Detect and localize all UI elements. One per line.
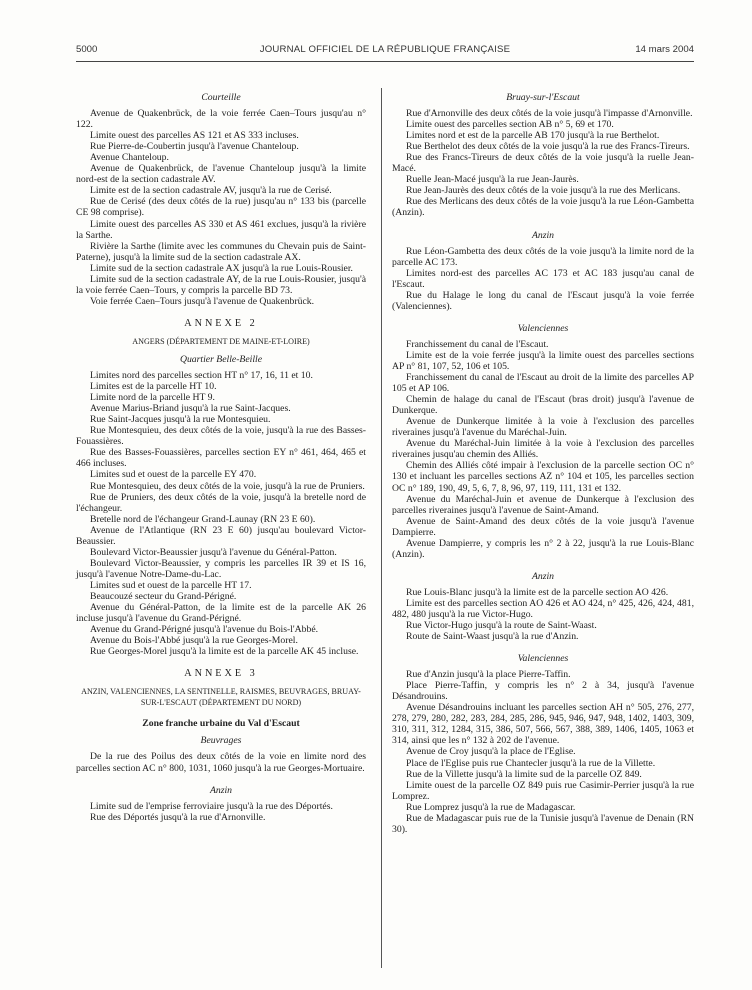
paragraph: Avenue Chanteloup. <box>90 152 169 164</box>
page-header <box>76 44 694 58</box>
paragraph: Route de Saint-Waast jusqu'à la rue d'Anzin. <box>406 631 579 643</box>
journal-title: JOURNAL OFFICIEL DE LA RÉPUBLIQUE FRANÇAISE <box>259 44 511 55</box>
paragraph: Rue Montesquieu, des deux côtés de la voie, jusqu'à la rue des Basses-Fouassières. <box>76 425 366 448</box>
paragraph: Rue Saint-Jacques jusqu'à la rue Montesquieu. <box>90 414 271 426</box>
paragraph: Rue Georges-Morel jusqu'à la limite est de la parcelle AK 45 incluse. <box>90 646 359 658</box>
issue-date: 14 mars 2004 <box>635 44 694 55</box>
paragraph: Chemin des Alliés côté impair à l'exclusion de la parcelle section OC n° 130 et incluant les parcelles sections AZ n° 104 et 105, les parcelles section OC n° 189, 190, 49, 5, 6, 7, 8, 96, 97, 119, 111, 131 et 132. <box>392 460 694 494</box>
annexe-2-heading: ANNEXE 2 <box>184 317 258 329</box>
section-heading-anzin: Anzin <box>209 784 233 796</box>
paragraph: Avenue du Bois-l'Abbé jusqu'à la rue Georges-Morel. <box>90 635 298 647</box>
paragraph: Limite ouest de la parcelle OZ 849 puis rue Casimir-Perrier jusqu'à la rue Lomprez. <box>392 779 694 802</box>
paragraph: Avenue de l'Atlantique (RN 23 E 60) jusqu'au boulevard Victor-Beaussier. <box>76 524 366 547</box>
paragraph: Avenue du Maréchal-Juin limitée à la voie à l'exclusion des parcelles riveraines jusqu'au chemin des Alliés. <box>392 438 694 461</box>
belle-beille-paragraphs <box>76 370 366 657</box>
paragraph: Limites nord des parcelles section HT n° 17, 16, 11 et 10. <box>90 370 313 382</box>
valenciennes-2-paragraphs <box>392 669 694 835</box>
paragraph: Boulevard Victor-Beaussier jusqu'à l'avenue du Général-Patton. <box>90 546 337 558</box>
zone-title: Zone franche urbaine du Val d'Escaut <box>142 718 300 730</box>
paragraph: Avenue du Général-Patton, de la limite est de la parcelle AK 26 incluse jusqu'à l'avenue du Grand-Périgné. <box>76 602 366 625</box>
paragraph: Avenue de Quakenbrück, de l'avenue Chanteloup jusqu'à la limite nord-est de la section cadastrale AV. <box>76 163 366 186</box>
anzin-1-paragraphs <box>392 246 694 312</box>
paragraph: Rue des Merlicans des deux côtés de la voie jusqu'à la rue Léon-Gambetta (Anzin). <box>392 196 694 219</box>
paragraph: Boulevard Victor-Beaussier, y compris les parcelles IR 39 et IS 16, jusqu'à l'avenue Notre-Dame-du-Lac. <box>76 557 366 580</box>
paragraph: Avenue de Quakenbrück, de la voie ferrée Caen–Tours jusqu'au n° 122. <box>76 108 366 131</box>
section-heading-anzin-2: Anzin <box>531 570 555 582</box>
paragraph: Limite sud de la section cadastrale AX jusqu'à la rue Louis-Rousier. <box>90 262 353 274</box>
paragraph: Rue du Halage le long du canal de l'Escaut jusqu'à la voie ferrée (Valenciennes). <box>392 289 694 312</box>
paragraph: Avenue du Maréchal-Juin et avenue de Dunkerque à l'exclusion des parcelles riveraines jusqu'à l'avenue de Saint-Amand. <box>392 493 694 516</box>
paragraph: Avenue Marius-Briand jusqu'à la rue Saint-Jacques. <box>90 403 291 415</box>
paragraph: Limites sud et ouest de la parcelle EY 470. <box>90 469 257 481</box>
section-heading-beuvrages: Beuvrages <box>200 735 242 747</box>
paragraph: Place Pierre-Taffin, y compris les n° 2 à 34, jusqu'à l'avenue Désandrouins. <box>392 680 694 703</box>
courteille-paragraphs <box>76 108 366 307</box>
paragraph: Rue Jean-Jaurès des deux côtés de la voie jusqu'à la rue des Merlicans. <box>406 185 681 197</box>
beuvrages-paragraphs <box>76 751 366 773</box>
paragraph: Rivière la Sarthe (limite avec les communes du Chevain puis de Saint-Paterne), jusqu'à la limite sud de la section cadastrale AX. <box>76 240 366 263</box>
paragraph: Avenue du Grand-Périgné jusqu'à l'avenue du Bois-l'Abbé. <box>90 624 319 636</box>
paragraph: Rue Lomprez jusqu'à la rue de Madagascar. <box>406 801 576 813</box>
section-heading-valenciennes-1: Valenciennes <box>517 322 569 334</box>
paragraph: Place de l'Eglise puis rue Chantecler jusqu'à la rue de la Villette. <box>406 757 656 769</box>
paragraph: Limites nord-est des parcelles AC 173 et AC 183 jusqu'au canal de l'Escaut. <box>392 267 694 290</box>
paragraph: Ruelle Jean-Macé jusqu'à la rue Jean-Jaurès. <box>406 174 579 186</box>
paragraph: Avenue de Croy jusqu'à la place de l'Eglise. <box>406 746 576 758</box>
paragraph: Limite ouest des parcelles AS 121 et AS 333 incluses. <box>90 130 299 142</box>
paragraph: Avenue Désandrouins incluant les parcelles section AH n° 505, 276, 277, 278, 279, 280, 282, 283, 284, 285, 286, 945, 946, 947, 948, 1402, 1403, 309, 310, 311, 312, 1284, 315, 386, 507, 566, 567, 388, 389, 1406, 1405, 1063 et 314, ainsi que les n° 132 à 202 de l'avenue. <box>392 702 694 747</box>
paragraph: Limite sud de l'emprise ferroviaire jusqu'à la rue des Déportés. <box>90 800 333 812</box>
bruay-paragraphs <box>392 108 694 218</box>
annexe-2-department: ANGERS (DÉPARTEMENT DE MAINE-ET-LOIRE) <box>132 336 310 346</box>
section-heading-anzin-1: Anzin <box>531 229 555 241</box>
paragraph: Beaucouzé secteur du Grand-Périgné. <box>90 590 237 602</box>
annexe-3-department: ANZIN, VALENCIENNES, LA SENTINELLE, RAISMES, BEUVRAGES, BRUAY-SUR-L'ESCAUT (DÉPARTEMENT DU NORD) <box>81 687 361 708</box>
anzin-2-paragraphs <box>392 587 694 642</box>
annexe-3-heading: ANNEXE 3 <box>184 668 258 680</box>
page-number: 5000 <box>76 44 98 55</box>
header-rule <box>76 61 694 62</box>
paragraph: Rue Berthelot des deux côtés de la voie jusqu'à la rue des Francs-Tireurs. <box>406 141 690 153</box>
section-heading-courteille: Courteille <box>201 92 241 103</box>
paragraph: Limite est de la section cadastrale AV, jusqu'à la rue de Cerisé. <box>90 185 332 197</box>
paragraph: Limites sud et ouest de la parcelle HT 17. <box>90 579 252 591</box>
paragraph: Rue Montesquieu, des deux côtés de la voie, jusqu'à la rue de Pruniers. <box>90 480 365 492</box>
paragraph: Rue des Francs-Tireurs de deux côtés de la voie jusqu'à la ruelle Jean-Macé. <box>392 152 694 175</box>
paragraph: Rue des Basses-Fouassières, parcelles section EY n° 461, 464, 465 et 466 incluses. <box>76 447 366 470</box>
paragraph: Limite est de la voie ferrée jusqu'à la limite ouest des parcelles sections AP n° 81, 107, 52, 106 et 105. <box>392 349 694 372</box>
paragraph: Limite nord de la parcelle HT 9. <box>90 392 215 404</box>
paragraph: Rue d'Anzin jusqu'à la place Pierre-Taffin. <box>406 669 571 681</box>
paragraph: Avenue de Saint-Amand des deux côtés de la voie jusqu'à l'avenue Dampierre. <box>392 515 694 538</box>
paragraph: Rue Victor-Hugo jusqu'à la route de Saint-Waast. <box>406 620 597 632</box>
right-column <box>392 92 694 835</box>
section-heading-belle-beille: Quartier Belle-Beille <box>179 353 263 365</box>
left-column <box>76 92 366 823</box>
paragraph: Rue Léon-Gambetta des deux côtés de la voie jusqu'à la limite nord de la parcelle AC 173. <box>392 245 694 268</box>
paragraph: Limites nord et est de la parcelle AB 170 jusqu'à la rue Berthelot. <box>406 130 660 142</box>
paragraph: Limites est de la parcelle HT 10. <box>90 381 217 393</box>
paragraph: Chemin de halage du canal de l'Escaut (bras droit) jusqu'à l'avenue de Dunkerque. <box>392 394 694 417</box>
paragraph: De la rue des Poilus des deux côtés de la voie en limite nord des parcelles section AC n° 800, 1031, 1060 jusqu'à la rue Georges-Mortuaire. <box>76 751 366 774</box>
paragraph: Rue de la Villette jusqu'à la limite sud de la parcelle OZ 849. <box>406 768 642 780</box>
paragraph: Avenue de Dunkerque limitée à la voie à l'exclusion des parcelles riveraines jusqu'à l'avenue du Maréchal-Juin. <box>392 416 694 439</box>
valenciennes-1-paragraphs <box>392 339 694 560</box>
paragraph: Limite sud de la section cadastrale AY, de la rue Louis-Rousier, jusqu'à la voie ferrée Caen–Tours, y compris la parcelle BD 73. <box>76 273 366 296</box>
paragraph: Voie ferrée Caen–Tours jusqu'à l'avenue de Quakenbrück. <box>90 295 315 307</box>
paragraph: Limite est des parcelles section AO 426 et AO 424, n° 425, 426, 424, 481, 482, 480 jusqu'à la rue Victor-Hugo. <box>392 597 694 620</box>
paragraph: Avenue Dampierre, y compris les n° 2 à 22, jusqu'à la rue Louis-Blanc (Anzin). <box>392 537 694 560</box>
anzin-paragraphs <box>76 801 366 823</box>
section-heading-bruay: Bruay-sur-l'Escaut <box>506 92 580 103</box>
paragraph: Franchissement du canal de l'Escaut. <box>406 338 549 350</box>
paragraph: Rue des Déportés jusqu'à la rue d'Arnonville. <box>90 811 266 823</box>
paragraph: Rue d'Arnonville des deux côtés de la voie jusqu'à l'impasse d'Arnonville. <box>406 108 693 120</box>
paragraph: Rue de Cerisé (des deux côtés de la rue) jusqu'au n° 133 bis (parcelle CE 98 comprise). <box>76 196 366 219</box>
section-heading-valenciennes-2: Valenciennes <box>517 653 569 665</box>
paragraph: Rue de Madagascar puis rue de la Tunisie jusqu'à l'avenue de Denain (RN 30). <box>392 812 694 835</box>
paragraph: Rue de Pruniers, des deux côtés de la voie, jusqu'à la bretelle nord de l'échangeur. <box>76 491 366 514</box>
paragraph: Bretelle nord de l'échangeur Grand-Launay (RN 23 E 60). <box>90 513 316 525</box>
paragraph: Limite ouest des parcelles AS 330 et AS 461 exclues, jusqu'à la rivière la Sarthe. <box>76 218 366 241</box>
paragraph: Franchissement du canal de l'Escaut au droit de la limite des parcelles AP 105 et AP 106. <box>392 372 694 395</box>
column-divider <box>381 88 382 968</box>
paragraph: Rue Louis-Blanc jusqu'à la limite est de la parcelle section AO 426. <box>406 586 669 598</box>
paragraph: Rue Pierre-de-Coubertin jusqu'à l'avenue Chanteloup. <box>90 141 299 153</box>
paragraph: Limite ouest des parcelles section AB n° 5, 69 et 170. <box>406 119 614 131</box>
